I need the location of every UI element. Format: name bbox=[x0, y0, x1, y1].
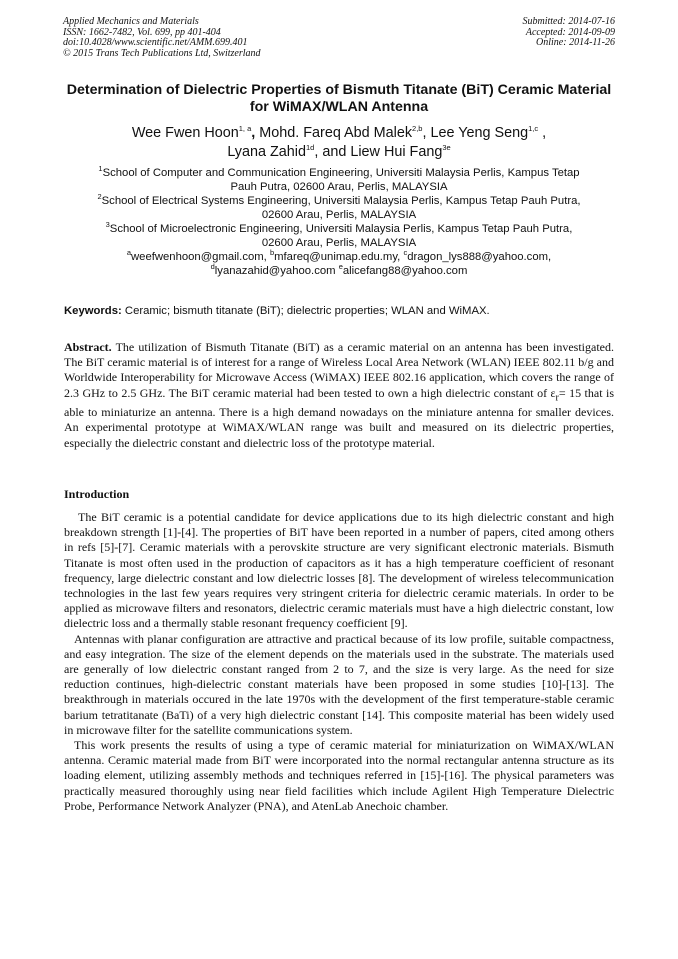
author-affiliation-mark: 1d bbox=[305, 142, 315, 152]
affiliation-line: Pauh Putra, 02600 Arau, Perlis, MALAYSIA bbox=[230, 181, 448, 193]
affiliation-text: School of Computer and Communication Engineering, Universiti Malaysia Perlis, Kampus Tetap bbox=[102, 167, 580, 179]
email-address: alicefang88@yahoo.com bbox=[342, 265, 468, 277]
author-affiliation-mark: 1,c bbox=[528, 124, 539, 134]
author-list bbox=[60, 124, 618, 161]
author-separator: , bbox=[422, 125, 431, 141]
affiliations bbox=[62, 166, 616, 278]
author-affiliation-mark: 3e bbox=[442, 142, 451, 152]
affiliation-text: School of Microelectronic Engineering, Universiti Malaysia Perlis, Kampus Tetap Pauh Putra, bbox=[109, 223, 573, 235]
journal-name: Applied Mechanics and Materials bbox=[63, 16, 199, 27]
section-heading: Introduction bbox=[64, 487, 130, 501]
email-mark: a bbox=[126, 248, 131, 258]
journal-copyright: © 2015 Trans Tech Publications Ltd, Switzerland bbox=[63, 47, 261, 59]
paragraph: Antennas with planar configuration are attractive and practical because of its low profile, suitable compactness, and easy integration. The size of the element depends on the materials used in the substrate. The materials used are generally of low dielectric constant ranged from 2 to 7, and the size is very large. As the need for size reduction continues, high-dielectric constant materials have been proposed in some studies [10]-[13]. The breakthrough in materials occured in the late 1970s with the development of the first temperature-stable ceramic barium tetratitanate (BaTi) of a very high dielectric constant [14]. This composite material has been widely used in microwave filter for the satellite communications system. bbox=[64, 631, 614, 737]
affiliation-line bbox=[62, 222, 616, 236]
author-name: Lee Yeng Seng bbox=[430, 125, 529, 141]
journal-info bbox=[63, 17, 261, 59]
author-affiliation-mark: 2,b bbox=[412, 124, 423, 134]
affiliation-text: School of Electrical Systems Engineering, Universiti Malaysia Perlis, Kampus Tetap Pauh Putra, bbox=[101, 195, 581, 207]
introduction-body bbox=[64, 510, 614, 814]
author-name: Liew Hui Fang bbox=[350, 143, 443, 160]
paragraph: The BiT ceramic is a potential candidate for device applications due to its high dielectric constant and high breakdown strength [1]-[4]. The properties of BiT have been reported in a number of papers, cited among others in refs [5]-[7]. Ceramic materials with a perovskite structure are very significant electronic materials. Bismuth Titanate is most often used in the production of capacitors as it has a high temperature coefficient of resonant frequency, large dielectric constant and low dielectric losses [8]. The development of wireless telecommunication technologies in the last few years requires very stringent criteria for dielectric ceramic materials. In order to be applied as microwave filters and resonators, dielectric ceramic materials must have a high dielectric constant, low dielectric loss and a thermally stable resonant frequency coefficient [9]. bbox=[64, 510, 614, 631]
email-line bbox=[62, 264, 616, 278]
abstract-label: Abstract. bbox=[64, 340, 112, 354]
online-date: Online: 2014-11-26 bbox=[536, 37, 615, 49]
paragraph: This work presents the results of using a type of ceramic material for miniaturization on WiMAX/WLAN antenna. Ceramic material made from BiT were incorporated into the normal rectangular antenna structure as its loading element, utilizing assembly methods and techniques referred in [15]-[16]. The physical parameters was practically measured thoroughly using near field facilities which include Agilent High Temperature Dielectric Probe, Performance Network Analyzer (PNA), and AtenLab Anechoic chamber. bbox=[64, 738, 614, 813]
author-separator: , bbox=[251, 125, 260, 141]
abstract-text: The utilization of Bismuth Titanate (BiT) as a ceramic material on an antenna has been investigated. The BiT ceramic material is of interest for a range of Wireless Local Area Network (WLAN) IEEE 802.11 b/g and Worldwide Interoperability for Microwave Access (WiMAX) IEEE 802.16 application, which covers the range of 2.3 GHz to 2.5 GHz. The BiT ceramic material had been tested to own a high dielectric constant of ε bbox=[64, 340, 614, 400]
affiliation-line bbox=[62, 194, 616, 208]
journal-issn: ISSN: 1662-7482, Vol. 699, pp 401-404 bbox=[63, 26, 221, 38]
author-affiliation-mark: 1, a bbox=[238, 124, 252, 134]
author-name: Wee Fwen Hoon bbox=[131, 125, 239, 141]
abstract-text: = 15 that is able to miniaturize an antenna. There is a high demand nowadays on the miniature antenna for smaller devices. An experimental prototype at WiMAX/WLAN range was built and measured on its dielectric properties, especially the dielectric constant and dielectric loss of the prototype material. bbox=[64, 385, 614, 450]
author-separator: , bbox=[538, 125, 547, 141]
affiliation-line bbox=[62, 166, 616, 180]
author-name: Mohd. Fareq Abd Malek bbox=[259, 125, 413, 141]
email-address: lyanazahid@yahoo.com bbox=[214, 265, 339, 277]
affiliation-mark: 2 bbox=[97, 192, 102, 202]
keywords-text: Ceramic; bismuth titanate (BiT); dielectric properties; WLAN and WiMAX. bbox=[121, 305, 490, 317]
email-mark: e bbox=[338, 262, 343, 272]
author-separator: , and bbox=[314, 143, 351, 160]
keywords-label: Keywords: bbox=[64, 305, 122, 317]
keywords-section bbox=[64, 304, 616, 318]
publication-dates bbox=[523, 17, 616, 49]
journal-doi: doi:10.4028/www.scientific.net/AMM.699.401 bbox=[63, 37, 248, 49]
affiliation-line: 02600 Arau, Perlis, MALAYSIA bbox=[261, 209, 417, 221]
affiliation-mark: 1 bbox=[98, 164, 103, 174]
email-mark: d bbox=[210, 262, 215, 272]
accepted-date: Accepted: 2014-09-09 bbox=[525, 26, 615, 38]
email-address: weefwenhoon@gmail.com, bbox=[131, 251, 270, 263]
email-address: mfareq@unimap.edu.my, bbox=[274, 251, 404, 263]
email-mark: b bbox=[269, 248, 275, 258]
author-name: Lyana Zahid bbox=[227, 143, 306, 160]
paper-title: Determination of Dielectric Properties of Bismuth Titanate (BiT) Ceramic Material for WiMAX/WLAN Antenna bbox=[66, 82, 612, 115]
email-mark: c bbox=[403, 248, 408, 258]
abstract-subscript: r bbox=[555, 392, 559, 403]
affiliation-mark: 3 bbox=[105, 220, 110, 230]
affiliation-line: 02600 Arau, Perlis, MALAYSIA bbox=[261, 237, 417, 249]
email-address: dragon_lys888@yahoo.com, bbox=[407, 251, 552, 263]
submitted-date: Submitted: 2014-07-16 bbox=[522, 16, 615, 27]
abstract-section bbox=[64, 340, 614, 451]
